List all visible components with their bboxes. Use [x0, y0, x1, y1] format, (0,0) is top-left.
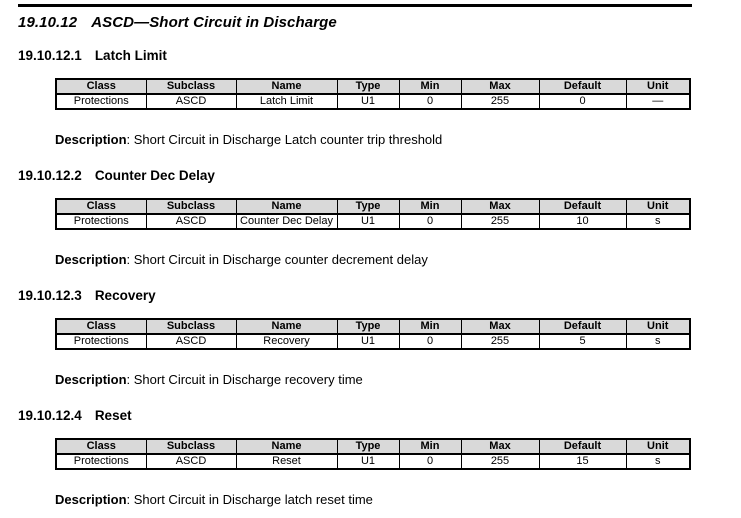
top-rule-divider	[18, 4, 692, 7]
section-heading	[18, 14, 741, 31]
table-cell: Protections	[56, 214, 146, 229]
column-header: Max	[461, 199, 539, 214]
column-header: Name	[236, 319, 337, 334]
table-cell: 0	[399, 214, 461, 229]
column-header: Name	[236, 199, 337, 214]
section-number: 19.10.12	[18, 14, 78, 31]
table-cell: 255	[461, 94, 539, 109]
column-header: Class	[56, 79, 146, 94]
table-cell: 0	[399, 94, 461, 109]
table-cell: U1	[337, 214, 399, 229]
column-header: Unit	[626, 199, 690, 214]
description-separator: :	[126, 372, 134, 387]
column-header: Name	[236, 79, 337, 94]
table-cell: Protections	[56, 94, 146, 109]
table-data-row	[56, 94, 690, 109]
description-separator: :	[126, 132, 134, 147]
column-header: Type	[337, 79, 399, 94]
table-cell: 15	[539, 454, 626, 469]
table-data-row	[56, 214, 690, 229]
table-cell: Reset	[236, 454, 337, 469]
description-text: Short Circuit in Discharge counter decrement delay	[133, 252, 428, 267]
table-cell: s	[626, 214, 690, 229]
table-cell: ASCD	[146, 454, 236, 469]
table-cell: ASCD	[146, 334, 236, 349]
column-header: Default	[539, 439, 626, 454]
document-page	[0, 4, 741, 518]
description-label: Description	[55, 132, 127, 147]
column-header: Min	[399, 79, 461, 94]
description-separator: :	[126, 492, 134, 507]
table-cell: Protections	[56, 334, 146, 349]
parameter-description	[55, 252, 741, 267]
subsection	[0, 408, 741, 507]
table-cell: U1	[337, 334, 399, 349]
table-cell: ASCD	[146, 214, 236, 229]
description-text: Short Circuit in Discharge recovery time	[133, 372, 363, 387]
section-title: ASCD—Short Circuit in Discharge	[91, 14, 337, 31]
subsection	[0, 48, 741, 147]
table-cell: 5	[539, 334, 626, 349]
parameter-description	[55, 492, 741, 507]
table-cell: Recovery	[236, 334, 337, 349]
table-cell: U1	[337, 454, 399, 469]
column-header: Unit	[626, 439, 690, 454]
parameter-table	[55, 438, 691, 470]
subsection-title: Counter Dec Delay	[94, 168, 215, 183]
column-header: Type	[337, 199, 399, 214]
table-cell: 0	[399, 334, 461, 349]
table-data-row	[56, 334, 690, 349]
column-header: Subclass	[146, 439, 236, 454]
subsection-heading	[18, 408, 741, 423]
subsections	[0, 48, 741, 507]
column-header: Min	[399, 199, 461, 214]
description-separator: :	[126, 252, 134, 267]
column-header: Default	[539, 79, 626, 94]
subsection-heading	[18, 288, 741, 303]
description-text: Short Circuit in Discharge latch reset time	[133, 492, 373, 507]
column-header: Class	[56, 439, 146, 454]
parameter-description	[55, 372, 741, 387]
column-header: Unit	[626, 319, 690, 334]
table-header-row	[56, 199, 690, 214]
description-label: Description	[55, 492, 127, 507]
column-header: Type	[337, 319, 399, 334]
parameter-table	[55, 78, 691, 110]
table-cell: —	[626, 94, 690, 109]
table-cell: 0	[539, 94, 626, 109]
column-header: Subclass	[146, 319, 236, 334]
table-cell: Latch Limit	[236, 94, 337, 109]
subsection	[0, 168, 741, 267]
column-header: Unit	[626, 79, 690, 94]
subsection-title: Latch Limit	[94, 48, 167, 63]
description-text: Short Circuit in Discharge Latch counter trip threshold	[133, 132, 443, 147]
parameter-table	[55, 318, 691, 350]
column-header: Max	[461, 319, 539, 334]
subsection-number: 19.10.12.2	[18, 168, 82, 183]
parameter-table	[55, 198, 691, 230]
column-header: Min	[399, 439, 461, 454]
table-cell: s	[626, 334, 690, 349]
subsection	[0, 288, 741, 387]
table-cell: 255	[461, 454, 539, 469]
subsection-title: Recovery	[94, 288, 156, 303]
table-header-row	[56, 319, 690, 334]
table-cell: ASCD	[146, 94, 236, 109]
subsection-heading	[18, 168, 741, 183]
column-header: Class	[56, 199, 146, 214]
column-header: Class	[56, 319, 146, 334]
table-header-row	[56, 79, 690, 94]
column-header: Max	[461, 439, 539, 454]
subsection-heading	[18, 48, 741, 63]
table-cell: U1	[337, 94, 399, 109]
column-header: Min	[399, 319, 461, 334]
table-cell: s	[626, 454, 690, 469]
column-header: Max	[461, 79, 539, 94]
table-cell: 10	[539, 214, 626, 229]
subsection-number: 19.10.12.1	[18, 48, 82, 63]
column-header: Type	[337, 439, 399, 454]
parameter-description	[55, 132, 741, 147]
column-header: Default	[539, 319, 626, 334]
table-header-row	[56, 439, 690, 454]
description-label: Description	[55, 372, 127, 387]
table-cell: Counter Dec Delay	[236, 214, 337, 229]
column-header: Subclass	[146, 79, 236, 94]
column-header: Name	[236, 439, 337, 454]
table-cell: 0	[399, 454, 461, 469]
table-cell: 255	[461, 214, 539, 229]
subsection-number: 19.10.12.3	[18, 288, 82, 303]
table-data-row	[56, 454, 690, 469]
column-header: Default	[539, 199, 626, 214]
column-header: Subclass	[146, 199, 236, 214]
description-label: Description	[55, 252, 127, 267]
table-cell: 255	[461, 334, 539, 349]
table-cell: Protections	[56, 454, 146, 469]
subsection-number: 19.10.12.4	[18, 408, 82, 423]
subsection-title: Reset	[94, 408, 132, 423]
